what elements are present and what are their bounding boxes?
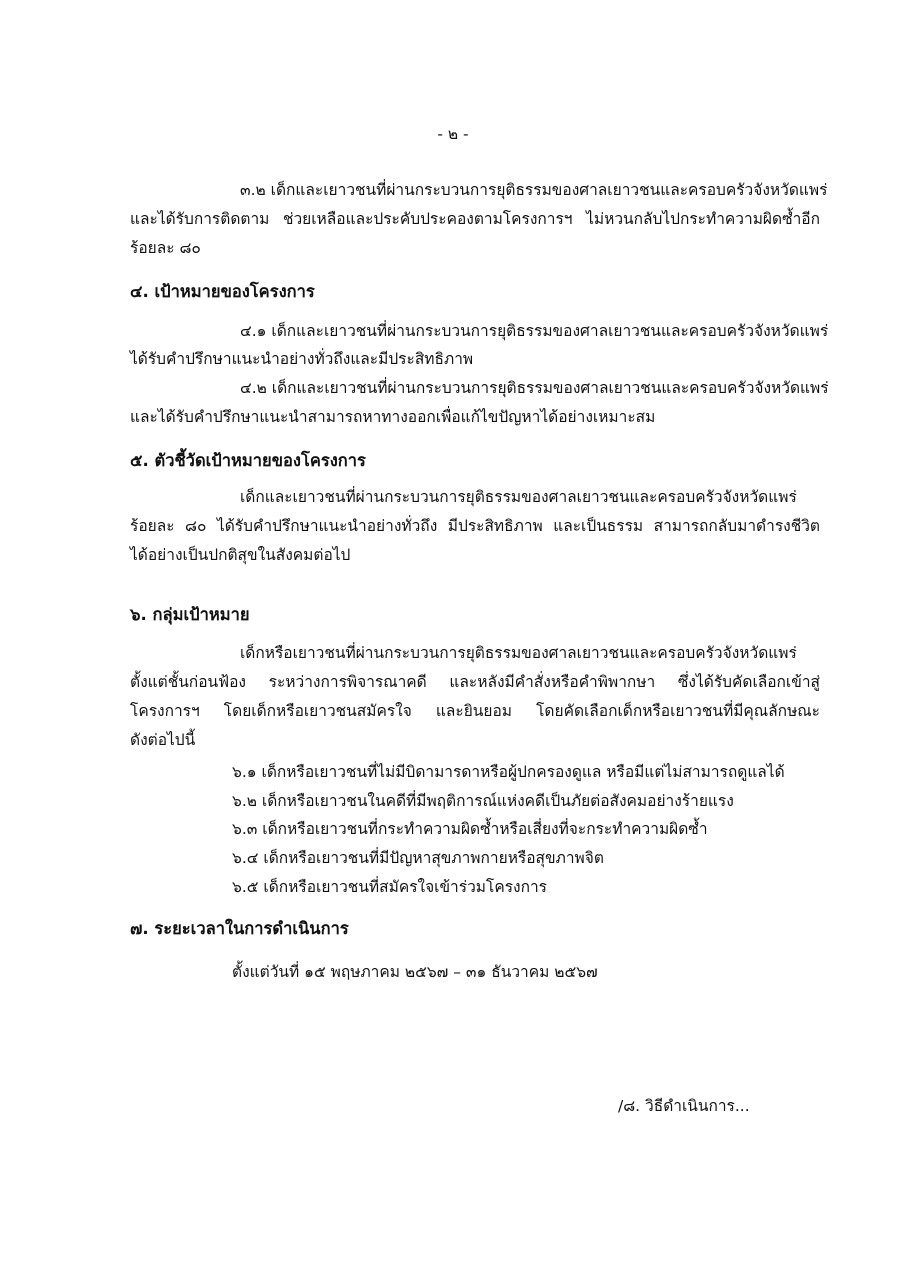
section-5-heading: ๕. ตัวชี้วัดเป้าหมายของโครงการ [130,451,366,470]
item-4-1-line-1: ๔.๑ เด็กและเยาวชนที่ผ่านกระบวนการยุติธรรมของศาลเยาวชนและครอบครัวจังหวัดแพร่ [240,322,829,340]
list-item-6-4: ๖.๔ เด็กหรือเยาวชนที่มีปัญหาสุขภาพกายหรือสุขภาพจิต [232,849,604,867]
list-item-6-3: ๖.๓ เด็กหรือเยาวชนที่กระทำความผิดซ้ำหรือเสี่ยงที่จะกระทำความผิดซ้ำ [232,820,708,838]
section-6-line-3: โครงการฯ โดยเด็กหรือเยาวชนสมัครใจ และยินยอม โดยคัดเลือกเด็กหรือเยาวชนที่มีคุณลักษณะ [130,702,820,720]
item-3-2-line-3: ร้อยละ ๘๐ [130,239,201,257]
continuation-note: /๘. วิธีดำเนินการ... [618,1097,750,1115]
section-6-heading: ๖. กลุ่มเป้าหมาย [130,605,250,624]
item-3-2-line-1: ๓.๒ เด็กและเยาวชนที่ผ่านกระบวนการยุติธรรมของศาลเยาวชนและครอบครัวจังหวัดแพร่ [240,181,828,199]
section-5-line-2: ร้อยละ ๘๐ ได้รับคำปรึกษาแนะนำอย่างทั่วถึง มีประสิทธิภาพ และเป็นธรรม สามารถกลับมาดำรงชีวิต [130,517,820,535]
list-item-6-2: ๖.๒ เด็กหรือเยาวชนในคดีที่มีพฤติการณ์แห่งคดีเป็นภัยต่อสังคมอย่างร้ายแรง [232,792,734,810]
list-item-6-5: ๖.๕ เด็กหรือเยาวชนที่สมัครใจเข้าร่วมโครงการ [232,878,548,896]
section-5-line-1: เด็กและเยาวชนที่ผ่านกระบวนการยุติธรรมของศาลเยาวชนและครอบครัวจังหวัดแพร่ [240,488,797,506]
section-6-line-1: เด็กหรือเยาวชนที่ผ่านกระบวนการยุติธรรมของศาลเยาวชนและครอบครัวจังหวัดแพร่ [240,644,797,662]
section-6-line-2: ตั้งแต่ชั้นก่อนฟ้อง ระหว่างการพิจารณาคดี และหลังมีคำสั่งหรือคำพิพากษา ซึ่งได้รับคัดเลือกเข้าสู่ [130,673,820,691]
item-4-1-line-2: ได้รับคำปรึกษาแนะนำอย่างทั่วถึงและมีประสิทธิภาพ [130,350,474,368]
item-4-2-line-2: และได้รับคำปรึกษาแนะนำสามารถหาทางออกเพื่อแก้ไขปัญหาได้อย่างเหมาะสม [130,408,656,426]
section-7-line: ตั้งแต่วันที่ ๑๕ พฤษภาคม ๒๕๖๗ – ๓๑ ธันวาคม ๒๕๖๗ [232,963,598,981]
section-6-line-4: ดังต่อไปนี้ [130,731,196,749]
list-item-6-1: ๖.๑ เด็กหรือเยาวชนที่ไม่มีบิดามารดาหรือผู้ปกครองดูแล หรือมีแต่ไม่สามารถดูแลได้ [232,763,785,781]
section-4-heading: ๔. เป้าหมายของโครงการ [130,282,315,301]
item-3-2-line-2: และได้รับการติดตาม ช่วยเหลือและประคับประคองตามโครงการฯ ไม่หวนกลับไปกระทำความผิดซ้ำอีก [130,210,820,228]
page-number: - ๒ - [437,125,469,143]
item-4-2-line-1: ๔.๒ เด็กและเยาวชนที่ผ่านกระบวนการยุติธรรมของศาลเยาวชนและครอบครัวจังหวัดแพร่ [240,379,829,397]
section-5-line-3: ได้อย่างเป็นปกติสุขในสังคมต่อไป [130,546,351,564]
section-7-heading: ๗. ระยะเวลาในการดำเนินการ [130,919,349,938]
